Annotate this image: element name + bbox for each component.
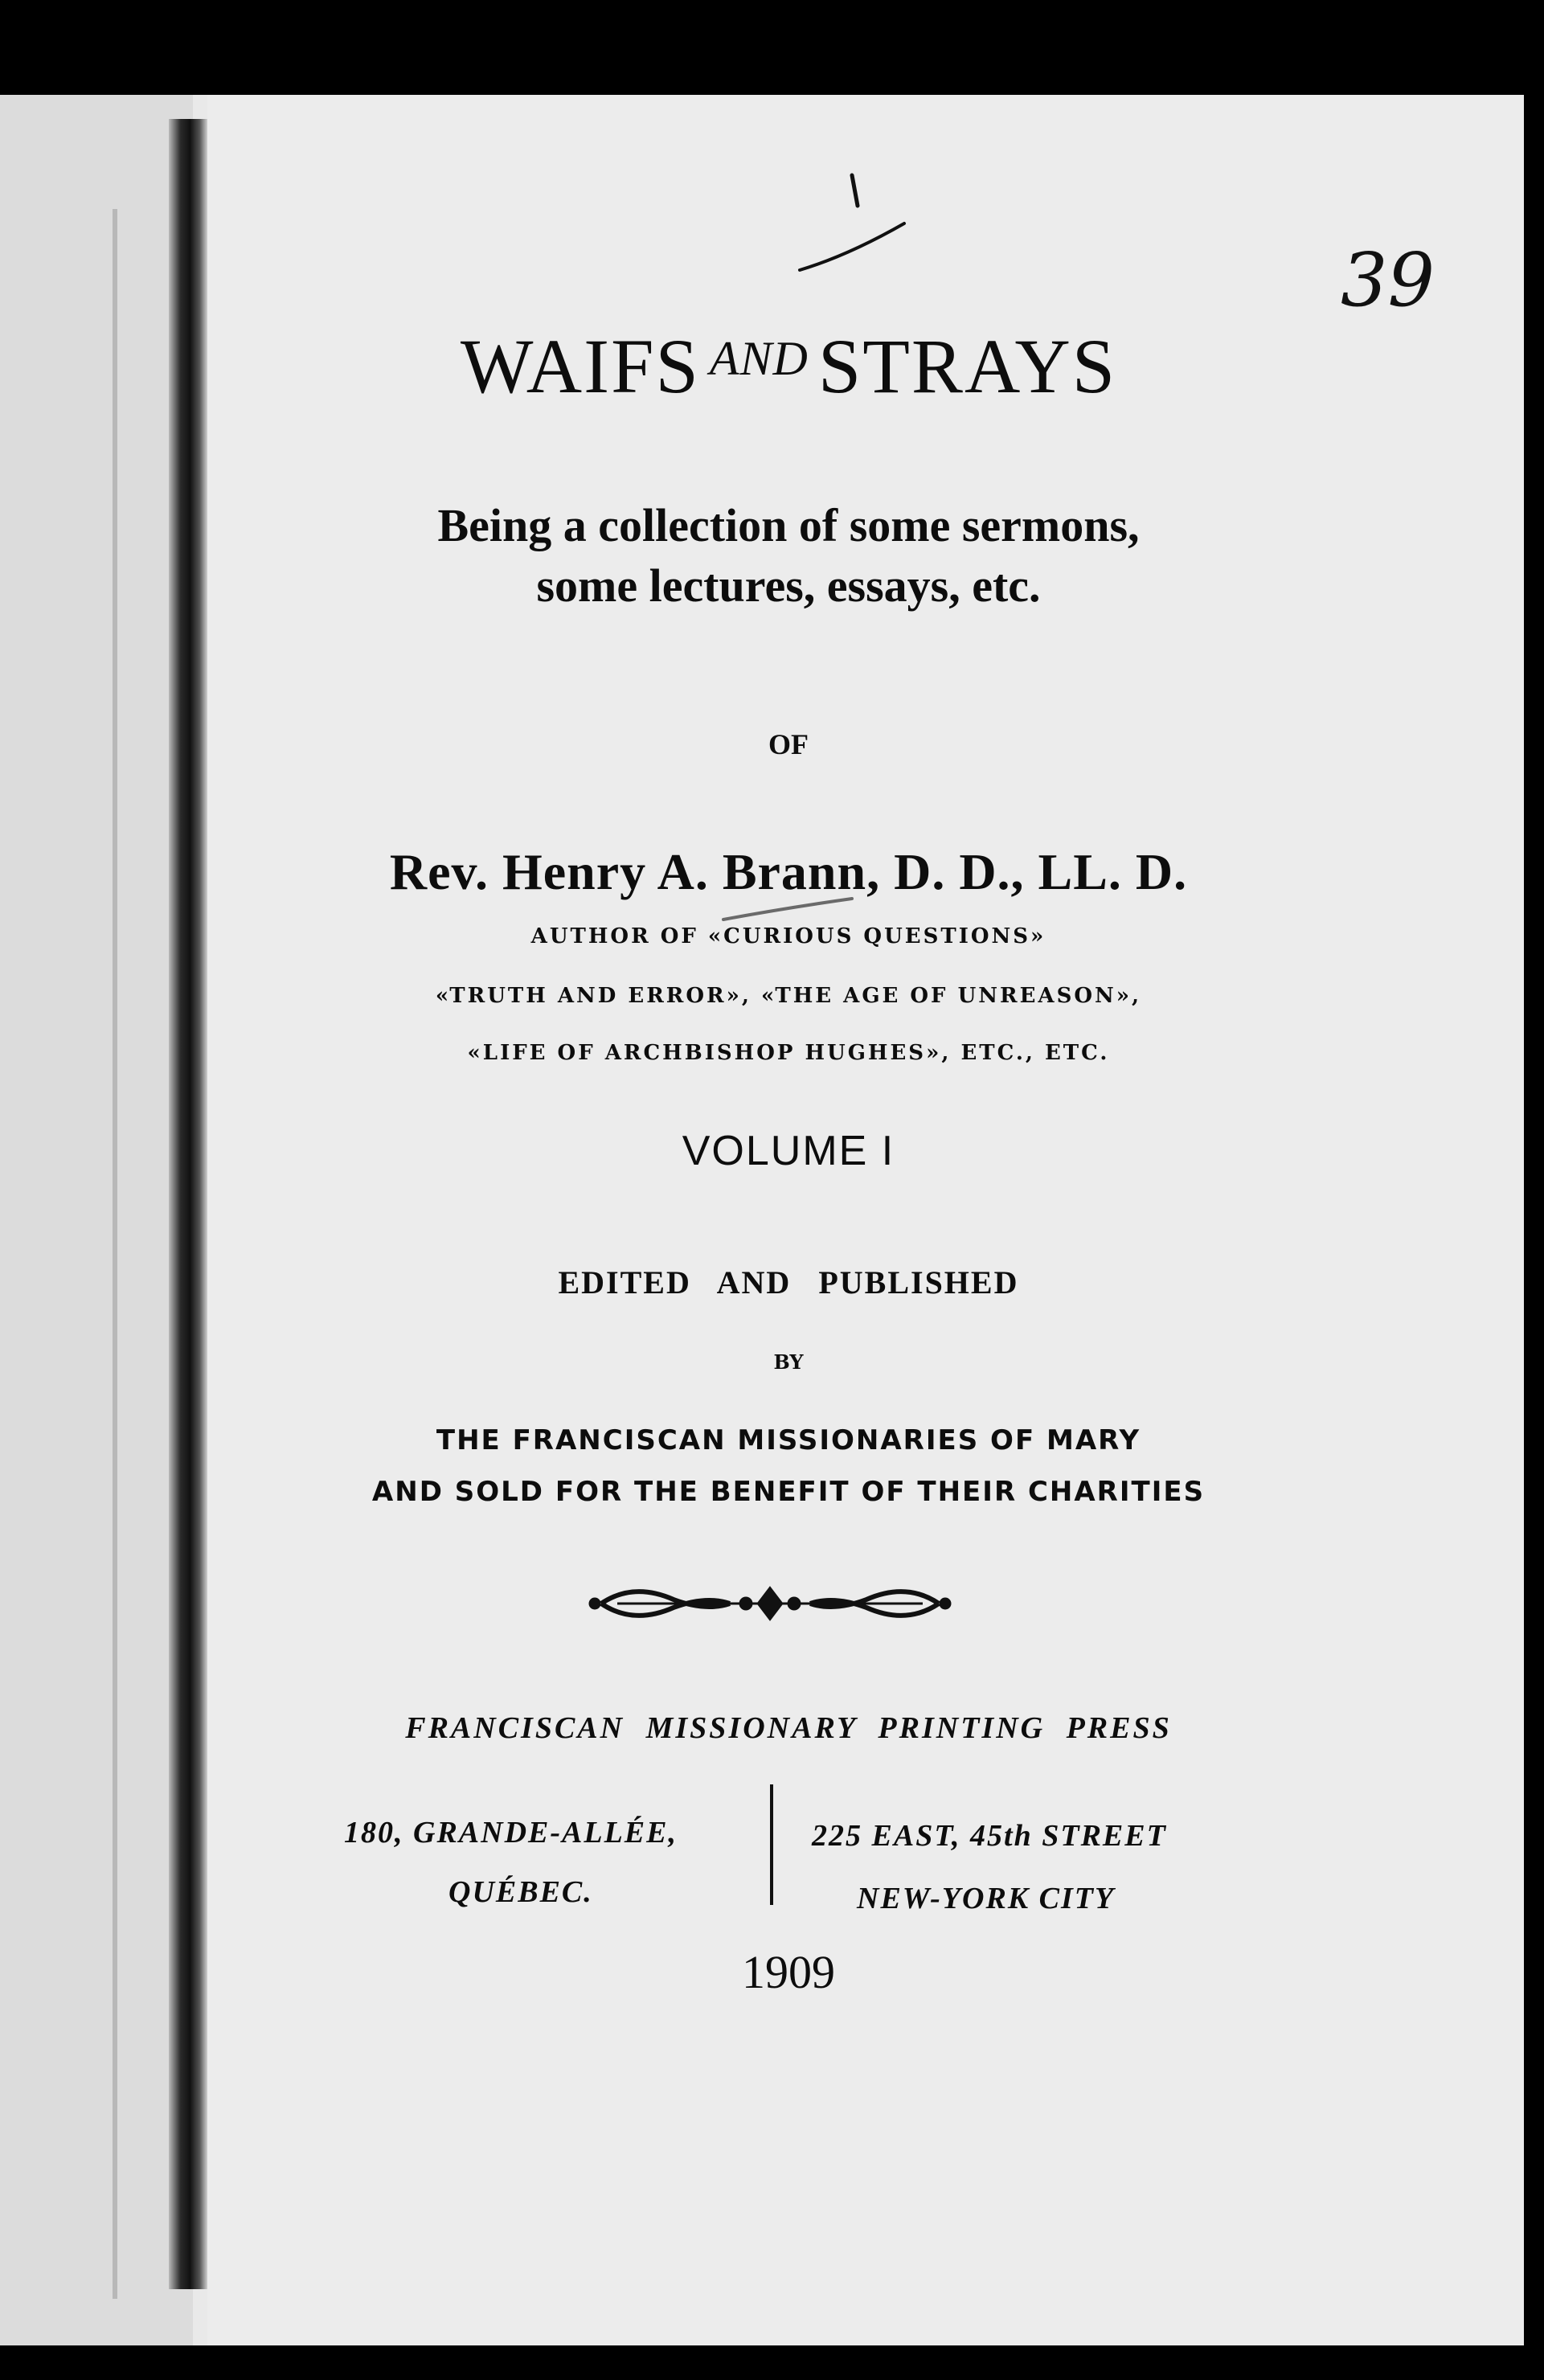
book-spine-gutter bbox=[169, 119, 207, 2289]
address-left-line-1: 180, GRANDE-ALLÉE, bbox=[344, 1816, 678, 1850]
publisher-line-1: THE FRANCISCAN MISSIONARIES OF MARY bbox=[436, 1424, 1141, 1456]
facing-page-edge bbox=[0, 95, 193, 2345]
top-mark-text: 1 bbox=[840, 193, 846, 202]
title-connector: AND bbox=[709, 332, 809, 385]
edited-published-line: EDITED AND PUBLISHED bbox=[558, 1264, 1019, 1301]
handwritten-top-mark bbox=[792, 167, 912, 280]
pen-underline-mark bbox=[719, 892, 856, 924]
publisher-line-2: AND SOLD FOR THE BENEFIT OF THEIR CHARITIES bbox=[371, 1476, 1206, 1508]
decorative-ornament-icon bbox=[585, 1575, 955, 1632]
title-page bbox=[207, 95, 1524, 2345]
folio-number-text: 39 bbox=[1341, 237, 1435, 323]
address-divider bbox=[770, 1784, 773, 1905]
author-name: Rev. Henry A. Brann, D. D., LL. D. bbox=[389, 843, 1188, 900]
press-name: FRANCISCAN MISSIONARY PRINTING PRESS bbox=[405, 1711, 1172, 1745]
publication-year: 1909 bbox=[742, 1946, 835, 1998]
of-label: OF bbox=[768, 728, 809, 760]
address-right-line-2: NEW-YORK CITY bbox=[857, 1882, 1116, 1915]
author-works-line-3: «LIFE OF ARCHBISHOP HUGHES», ETC., ETC. bbox=[467, 1041, 1110, 1065]
page-fold-line bbox=[113, 209, 117, 2299]
address-right-line-1: 225 EAST, 45th STREET bbox=[812, 1819, 1167, 1853]
volume-label: VOLUME I bbox=[682, 1128, 895, 1174]
title-part-1: WAIFS bbox=[460, 323, 700, 409]
author-works-line-2: «TRUTH AND ERROR», «THE AGE OF UNREASON», bbox=[435, 984, 1142, 1008]
title-part-2: STRAYS bbox=[817, 323, 1117, 409]
subtitle-line-2: some lectures, essays, etc. bbox=[536, 559, 1041, 612]
author-works-line-1: AUTHOR OF «CURIOUS QUESTIONS» bbox=[530, 924, 1046, 948]
address-left-line-2: QUÉBEC. bbox=[448, 1875, 593, 1909]
subtitle-line-1: Being a collection of some sermons, bbox=[437, 499, 1140, 551]
book-title bbox=[207, 322, 1370, 411]
by-label: BY bbox=[773, 1350, 804, 1374]
